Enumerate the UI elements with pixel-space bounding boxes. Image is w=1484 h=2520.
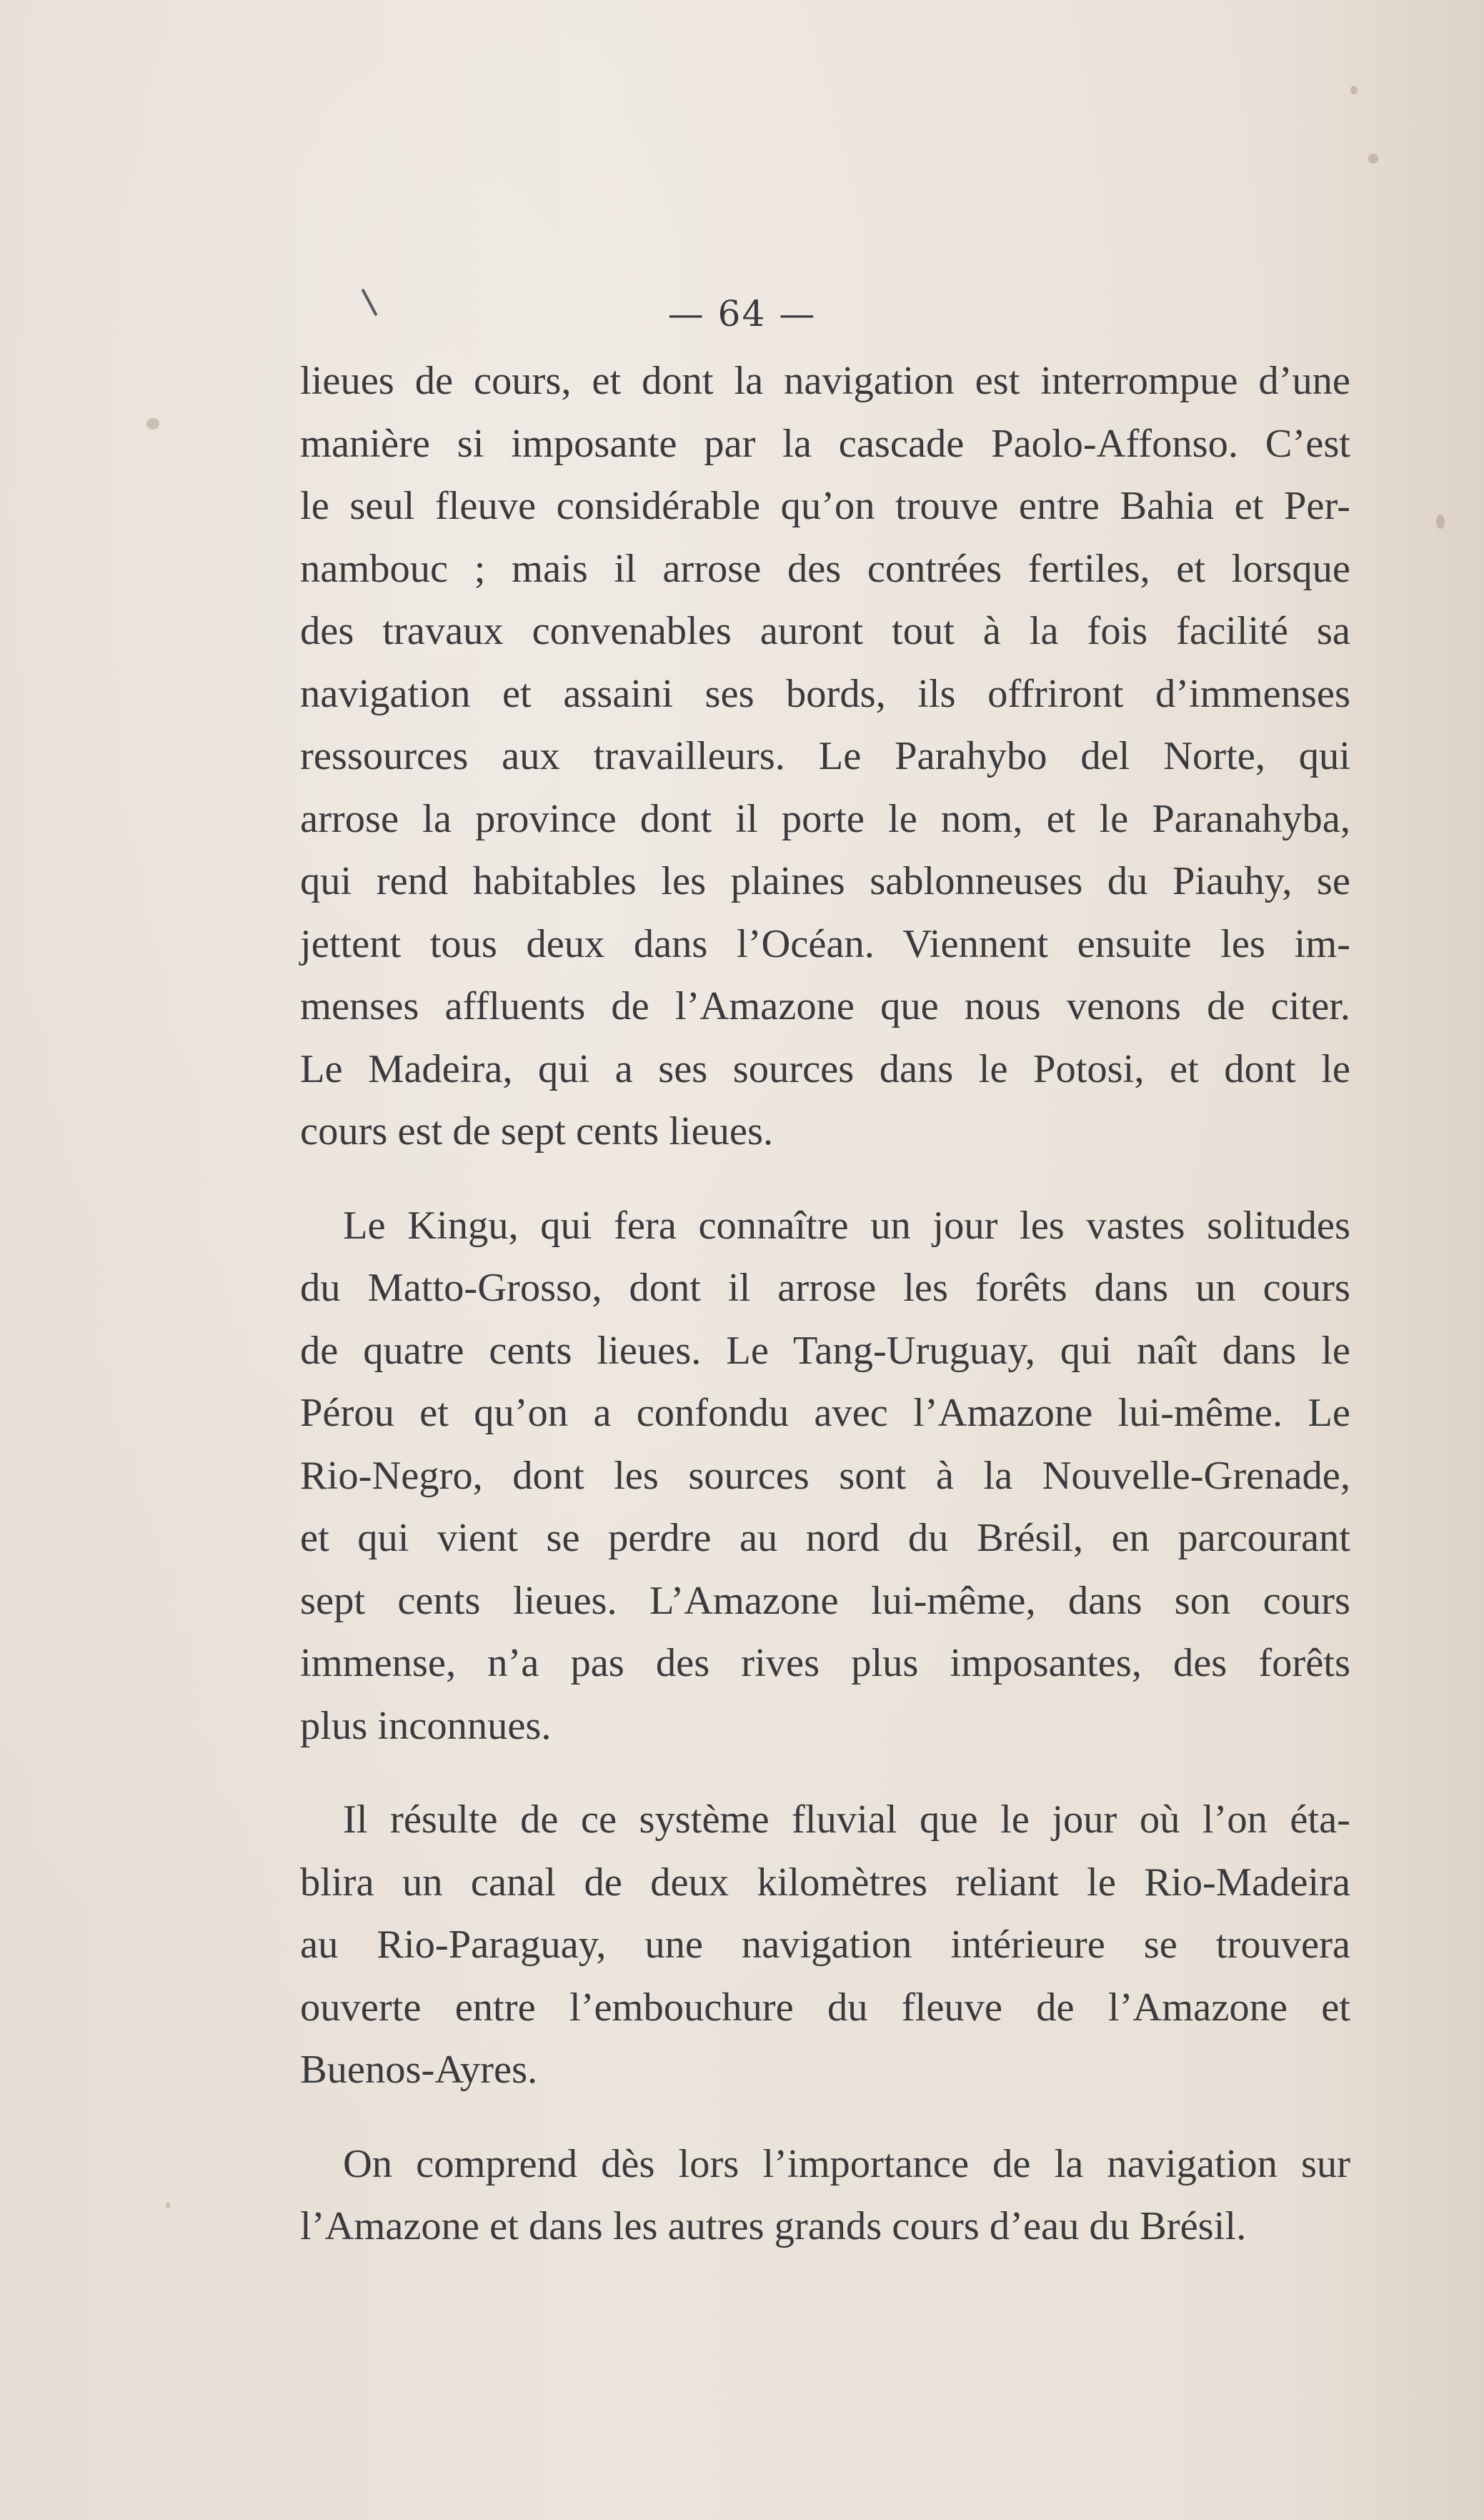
- text-line: sept cents lieues. L’Amazone lui-même, dans son cours: [300, 1578, 1350, 1623]
- text-line: Le Madeira, qui a ses sources dans le Potosi, et dont le: [300, 1046, 1350, 1091]
- body-text: [300, 350, 1350, 2258]
- text-line: au Rio-Paraguay, une navigation intérieure se trouvera: [300, 1923, 1350, 1967]
- text-line: plus inconnues.: [300, 1703, 552, 1748]
- paragraph: [300, 350, 1350, 1164]
- text-line: Pérou et qu’on a confondu avec l’Amazone lui-même. Le: [300, 1391, 1350, 1435]
- text-line: arrose la province dont il porte le nom, et le Paranahyba,: [300, 796, 1350, 841]
- text-line: manière si imposante par la cascade Paolo-Affonso. C’est: [300, 421, 1350, 466]
- paper-speck: [1368, 154, 1378, 164]
- text-line: menses affluents de l’Amazone que nous venons de citer.: [300, 984, 1350, 1028]
- paragraph: [300, 2133, 1350, 2258]
- text-line: On comprend dès lors l’importance de la navigation sur: [343, 2141, 1350, 2186]
- text-line: navigation et assaini ses bords, ils offriront d’immenses: [300, 671, 1350, 716]
- text-line: le seul fleuve considérable qu’on trouve entre Bahia et Per-: [300, 484, 1350, 528]
- text-line: du Matto-Grosso, dont il arrose les forêts dans un cours: [300, 1266, 1350, 1310]
- text-line: de quatre cents lieues. Le Tang-Uruguay, qui naît dans le: [300, 1328, 1350, 1373]
- paragraph: [300, 1789, 1350, 2102]
- paper-speck: [1350, 86, 1358, 94]
- text-line: immense, n’a pas des rives plus imposantes, des forêts: [300, 1641, 1350, 1685]
- paragraph: [300, 1195, 1350, 1758]
- text-line: qui rend habitables les plaines sablonneuses du Piauhy, se: [300, 859, 1350, 903]
- text-line: lieues de cours, et dont la navigation est interrompue d’une: [300, 359, 1350, 403]
- text-line: nambouc ; mais il arrose des contrées fertiles, et lorsque: [300, 546, 1350, 591]
- paper-speck: [146, 418, 159, 430]
- text-line: ressources aux travailleurs. Le Parahybo del Norte, qui: [300, 734, 1350, 778]
- paper-speck: [166, 2203, 170, 2208]
- text-line: ouverte entre l’embouchure du fleuve de l’Amazone et: [300, 1985, 1350, 2030]
- text-line: jettent tous deux dans l’Océan. Viennent ensuite les im-: [300, 921, 1350, 966]
- text-line: blira un canal de deux kilomètres reliant le Rio-Madeira: [300, 1860, 1350, 1905]
- text-line: cours est de sept cents lieues.: [300, 1109, 774, 1154]
- page-number: — 64 —: [667, 293, 817, 334]
- text-line: Buenos-Ayres.: [300, 2048, 538, 2092]
- text-line: Le Kingu, qui fera connaître un jour les vastes solitudes: [343, 1203, 1350, 1248]
- text-line: des travaux convenables auront tout à la fois facilité sa: [300, 609, 1350, 653]
- text-line: et qui vient se perdre au nord du Brésil, en parcourant: [300, 1516, 1350, 1560]
- text-line: Il résulte de ce système fluvial que le jour où l’on éta-: [343, 1797, 1350, 1842]
- text-line: l’Amazone et dans les autres grands cours d’eau du Brésil.: [300, 2204, 1247, 2248]
- paper-speck: [1436, 515, 1445, 529]
- text-line: Rio-Negro, dont les sources sont à la Nouvelle-Grenade,: [300, 1453, 1350, 1498]
